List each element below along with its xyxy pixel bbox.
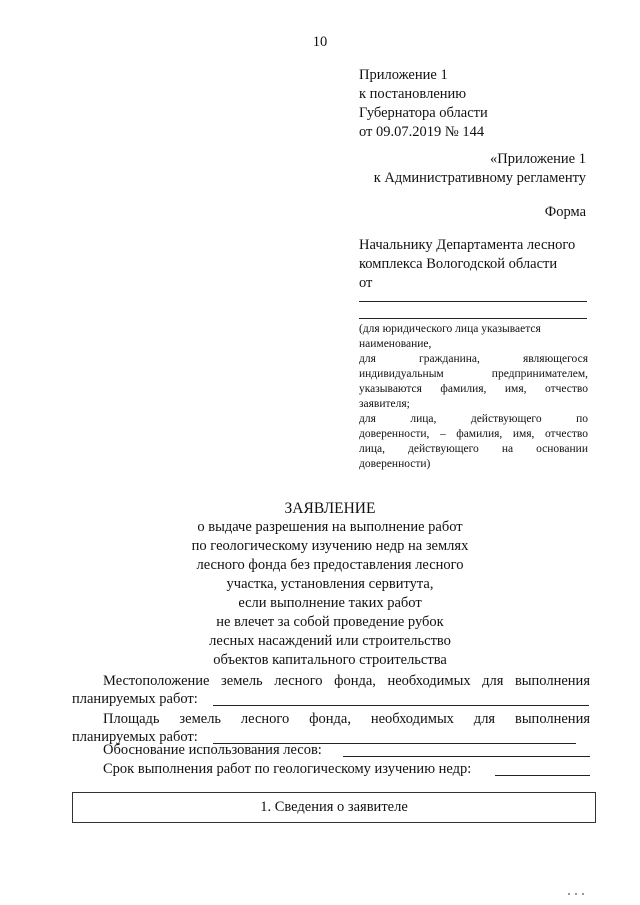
document-subtitle [0, 518, 640, 670]
subtitle-line: объектов капитального строительства [213, 652, 447, 668]
addressee-block [359, 236, 599, 293]
scan-mark [575, 893, 577, 895]
scan-mark [582, 893, 584, 895]
note-line: лица, действующего на основании [359, 443, 588, 455]
regulation-line-1: «Приложение 1 [490, 151, 586, 167]
deadline-input-line[interactable] [495, 775, 590, 776]
subtitle-line: по геологическому изучению недр на землях [191, 538, 469, 554]
section-applicant-info: 1. Сведения о заявителе [72, 792, 596, 823]
appendix-line-1: Приложение 1 [359, 67, 448, 83]
note-line: заявителя; [359, 398, 410, 410]
regulation-line-2: к Административному регламенту [373, 170, 586, 186]
justification-input-line[interactable] [343, 756, 590, 757]
note-line: доверенности, – фамилия, имя, отчество [359, 428, 588, 440]
regulation-reference [286, 150, 586, 188]
applicant-blank-line-1[interactable] [359, 301, 587, 302]
page-number: 10 [312, 34, 328, 50]
note-line: доверенности) [359, 458, 431, 470]
subtitle-line: лесного фонда без предоставления лесного [196, 557, 464, 573]
addressee-line-2: комплекса Вологодской области [359, 256, 558, 272]
location-label-line-2: планируемых работ: [72, 691, 198, 707]
subtitle-line: участка, установления сервитута, [226, 576, 434, 592]
note-line: указываются фамилия, имя, отчество [359, 383, 588, 395]
location-label-line-1: Местоположение земель лесного фонда, необходимых для выполнения [103, 673, 590, 689]
subtitle-line: лесных насаждений или строительство [209, 633, 451, 649]
note-line: наименование, [359, 338, 432, 350]
addressee-line-1: Начальнику Департамента лесного [359, 237, 576, 253]
deadline-label: Срок выполнения работ по геологическому изучению недр: [103, 761, 472, 777]
scan-mark [568, 893, 570, 895]
area-label-line-1: Площадь земель лесного фонда, необходимых для выполнения [103, 711, 590, 727]
location-input-line[interactable] [213, 705, 589, 706]
document-title: ЗАЯВЛЕНИЕ [284, 500, 376, 517]
area-label-line-2: планируемых работ: [72, 729, 198, 745]
appendix-header [359, 66, 599, 142]
note-line: (для юридического лица указывается [359, 323, 541, 335]
appendix-line-3: Губернатора области [359, 105, 488, 121]
appendix-line-2: к постановлению [359, 86, 467, 102]
note-line: для лица, действующего по [359, 413, 588, 425]
appendix-line-4: от 09.07.2019 № 144 [359, 124, 485, 140]
addressee-from-label: от [359, 275, 373, 291]
applicant-blank-line-2[interactable] [359, 318, 587, 319]
note-line: для гражданина, являющегося [359, 353, 588, 365]
applicant-note [359, 322, 588, 472]
subtitle-line: если выполнение таких работ [238, 595, 422, 611]
note-line: индивидуальным предпринимателем, [359, 368, 588, 380]
subtitle-line: не влечет за собой проведение рубок [216, 614, 444, 630]
justification-label: Обоснование использования лесов: [103, 742, 322, 758]
subtitle-line: о выдаче разрешения на выполнение работ [197, 519, 463, 535]
form-label: Форма [544, 204, 586, 220]
